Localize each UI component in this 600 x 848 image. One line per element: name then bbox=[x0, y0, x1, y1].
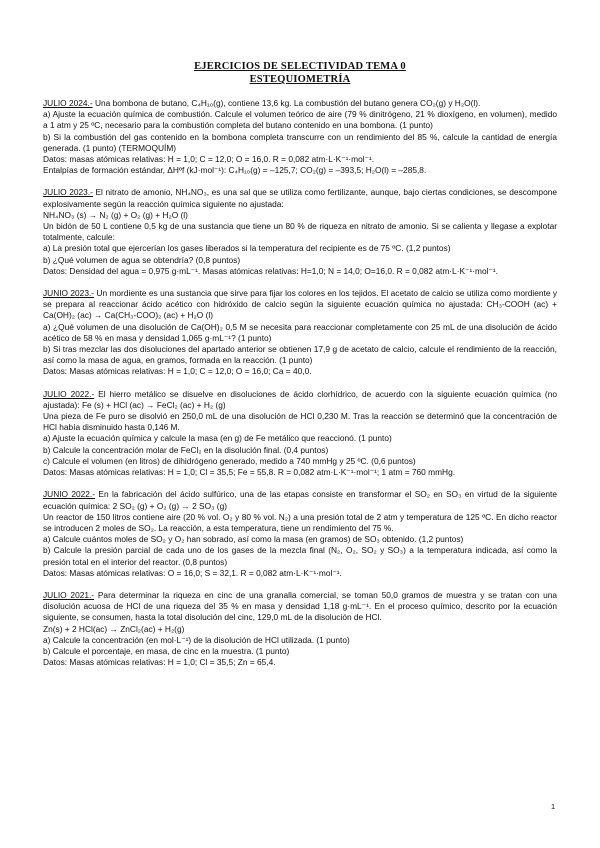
exercise-part-b: b) Calcule la presión parcial de cada uno de los gases de la mezcla final (N₂, O₂, SO₂ y SO₃) a la temperatura indicada, así como la presión total en el interior del reactor. (0,8 puntos) bbox=[43, 545, 557, 567]
exercise-part-a: a) ¿Qué volumen de una disolución de Ca(OH)₂ 0,5 M se necesita para reaccionar completamente con 25 mL de una disolución de ácido acético de 58 % en masa y densidad 1,065 g·mL⁻¹? (1 punto) bbox=[43, 321, 557, 343]
exercise-enthalpies: Entalpías de formación estándar, ΔHºf (kJ·mol⁻¹): C₄H₁₀(g) = –125,7; CO₂(g) = –393,5; H₂O(l) = –285,8. bbox=[43, 165, 427, 176]
exercise-heading: JUNIO 2022.- bbox=[43, 489, 96, 500]
exercise-statement bbox=[43, 590, 557, 624]
exercise-data: Datos: Masas atómicas relativas: H = 1,0; Cl = 35,5; Fe = 55,8. R = 0,082 atm·L·K⁻¹·mol⁻¹; 1 atm = 760 mmHg. bbox=[43, 467, 456, 478]
exercise-julio-2023 bbox=[43, 187, 557, 277]
exercise-statement bbox=[43, 288, 557, 322]
exercise-intro: El nitrato de amonio, NH₄NO₃, es una sal que se utiliza como fertilizante, aunque, bajo ciertas condiciones, se descompone explosivamente según la reacción química siguiente no ajustada: bbox=[43, 187, 557, 209]
document-title: EJERCICIOS DE SELECTIVIDAD TEMA 0 bbox=[194, 61, 406, 72]
document-subtitle: ESTEQUIOMETRÍA bbox=[249, 74, 351, 85]
exercise-data: Datos: Masas atómicas relativas: O = 16,0; S = 32,1. R = 0,082 atm·L·K⁻¹·mol⁻¹. bbox=[43, 567, 342, 578]
exercise-heading: JUNIO 2023.- bbox=[43, 288, 95, 299]
exercise-intro: En la fabricación del ácido sulfúrico, una de las etapas consiste en transformar el SO₂ en SO₃ en virtud de la siguiente ecuación química: 2 SO₂ (g) + O₂ (g) → 2 SO₃ (g) bbox=[43, 489, 557, 511]
exercise-context: Un bidón de 50 L contiene 0,5 kg de una sustancia que tiene un 80 % de riqueza en nitrato de amonio. Si se calienta y llegase a explotar totalmente, calcule: bbox=[43, 221, 557, 243]
exercise-julio-2021 bbox=[43, 590, 557, 668]
exercise-intro: Un mordiente es una sustancia que sirve para fijar los colores en los tejidos. El acetato de calcio se utiliza como mordiente y se prepara al reaccionar ácido acético con hidróxido de calcio según la siguiente ecuación química no ajustada: CH₃-COOH (ac) + Ca(OH)₂ (ac) → Ca(CH₃-COO)₂ (ac) + H₂O (l) bbox=[43, 288, 558, 321]
exercise-statement bbox=[43, 389, 557, 411]
exercise-junio-2023 bbox=[43, 288, 557, 378]
exercise-statement bbox=[43, 489, 557, 511]
exercise-context: Una pieza de Fe puro se disolvió en 250,0 mL de una disolución de HCl 0,230 M. Tras la reacción se determinó que la concentración de HCl había disminuido hasta 0,146 M. bbox=[43, 411, 557, 433]
exercise-heading: JULIO 2024.- bbox=[43, 98, 93, 108]
exercise-part-a: a) Calcule la concentración (en mol·L⁻¹) de la disolución de HCl utilizada. (1 punto) bbox=[43, 634, 350, 645]
exercise-junio-2022 bbox=[43, 489, 557, 579]
exercise-part-c: c) Calcule el volumen (en litros) de dihidrógeno generado, medido a 740 mmHg y 25 ºC. (0,6 puntos) bbox=[43, 455, 416, 466]
exercise-heading: JULIO 2022.- bbox=[43, 388, 95, 399]
exercise-heading: JULIO 2023.- bbox=[43, 187, 93, 198]
exercise-data: Datos: Masas atómicas relativas: H = 1,0; Cl = 35,5; Zn = 65,4. bbox=[43, 657, 276, 668]
exercise-data: Datos: Masas atómicas relativas: H = 1,0; C = 12,0; O = 16,0; Ca = 40,0. bbox=[43, 366, 312, 377]
exercise-part-b: b) Calcule el porcentaje, en masa, de cinc en la muestra. (1 punto) bbox=[43, 645, 290, 656]
exercise-statement bbox=[43, 98, 557, 109]
exercise-statement bbox=[43, 187, 557, 209]
exercise-data: Datos: Densidad del agua = 0,975 g·mL⁻¹. Masas atómicas relativas: H=1,0; N = 14,0; O=16,0. R = 0,082 atm·L·K⁻¹·mol⁻¹. bbox=[43, 265, 498, 276]
exercise-part-a: a) Calcule cuántos moles de SO₂ y O₂ han sobrado, así como la masa (en gramos) de SO₃ obtenido. (1,2 puntos) bbox=[43, 534, 464, 545]
exercise-intro: El hierro metálico se disuelve en disoluciones de ácido clorhídrico, de acuerdo con la siguiente ecuación química (no ajustada): Fe (s) + HCl (ac) → FeCl₂ (ac) + H₂ (g) bbox=[43, 388, 557, 410]
exercise-context: Un reactor de 150 litros contiene aire (20 % vol. O₂ y 80 % vol. N₂) a una presión total de 2 atm y temperatura de 125 ºC. En dicho reactor se introducen 2 moles de SO₂. La reacción, a esta temperatura, tiene un rendimiento del 75 %. bbox=[43, 511, 557, 533]
page-number: 1 bbox=[551, 802, 556, 811]
exercise-julio-2024 bbox=[43, 98, 557, 176]
exercise-part-a: a) La presión total que ejercerían los gases liberados si la temperatura del recipiente es de 75 ºC. (1,2 puntos) bbox=[43, 243, 451, 254]
exercise-data: Datos: masas atómicas relativas: H = 1,0; C = 12,0; O = 16,0. R = 0,082 atm·L·K⁻¹·mol⁻¹. bbox=[43, 154, 375, 165]
exercise-equation: NH₄NO₃ (s) → N₂ (g) + O₂ (g) + H₂O (l) bbox=[43, 209, 188, 220]
exercise-part-b: b) Si tras mezclar las dos disoluciones del apartado anterior se obtienen 17,9 g de acetato de calcio, calcule el rendimiento de la reacción, así como la masa de agua, en gramos, formada en la reacción. (1 punto) bbox=[43, 344, 557, 366]
exercise-intro: Para determinar la riqueza en cinc de una granalla comercial, se toman 50,0 gramos de muestra y se tratan con una disolución acuosa de HCl de una riqueza del 35 % en masa y densidad 1,18 g·mL⁻¹. En el proceso químico, descrito por la ecuación siguiente, se consumen, hasta la total disolución del cinc, 129,0 mL de la disolución de HCl. bbox=[43, 589, 557, 623]
exercise-part-b: b) Si la combustión del gas contenido en la bombona completa transcurre con un rendimiento del 85 %, calcule la cantidad de energía generada. (1 punto) (TERMOQUÍM) bbox=[43, 131, 557, 153]
exercise-equation: Zn(s) + 2 HCl(ac) → ZnCl₂(ac) + H₂(g) bbox=[43, 623, 185, 634]
exercise-part-b: b) ¿Qué volumen de agua se obtendría? (0,8 puntos) bbox=[43, 254, 241, 265]
exercise-julio-2022 bbox=[43, 389, 557, 479]
exercise-part-a: a) Ajuste la ecuación química de combustión. Calcule el volumen teórico de aire (79 % dinitrógeno, 21 % dioxígeno, en volumen), medido a 1 atm y 25 ºC, necesario para la combustión completa del butano contenido en una bombona. (1 punto) bbox=[43, 109, 557, 131]
exercise-part-a: a) Ajuste la ecuación química y calcule la masa (en g) de Fe metálico que reaccionó. (1 punto) bbox=[43, 433, 392, 444]
exercise-list bbox=[43, 98, 557, 679]
exercise-heading: JULIO 2021.- bbox=[43, 589, 95, 600]
exercise-intro: Una bombona de butano, C₄H₁₀(g), contiene 13,6 kg. La combustión del butano genera CO₂(g) y H₂O(l). bbox=[92, 98, 481, 108]
exercise-part-b: b) Calcule la concentración molar de FeCl₂ en la disolución final. (0,4 puntos) bbox=[43, 444, 329, 455]
